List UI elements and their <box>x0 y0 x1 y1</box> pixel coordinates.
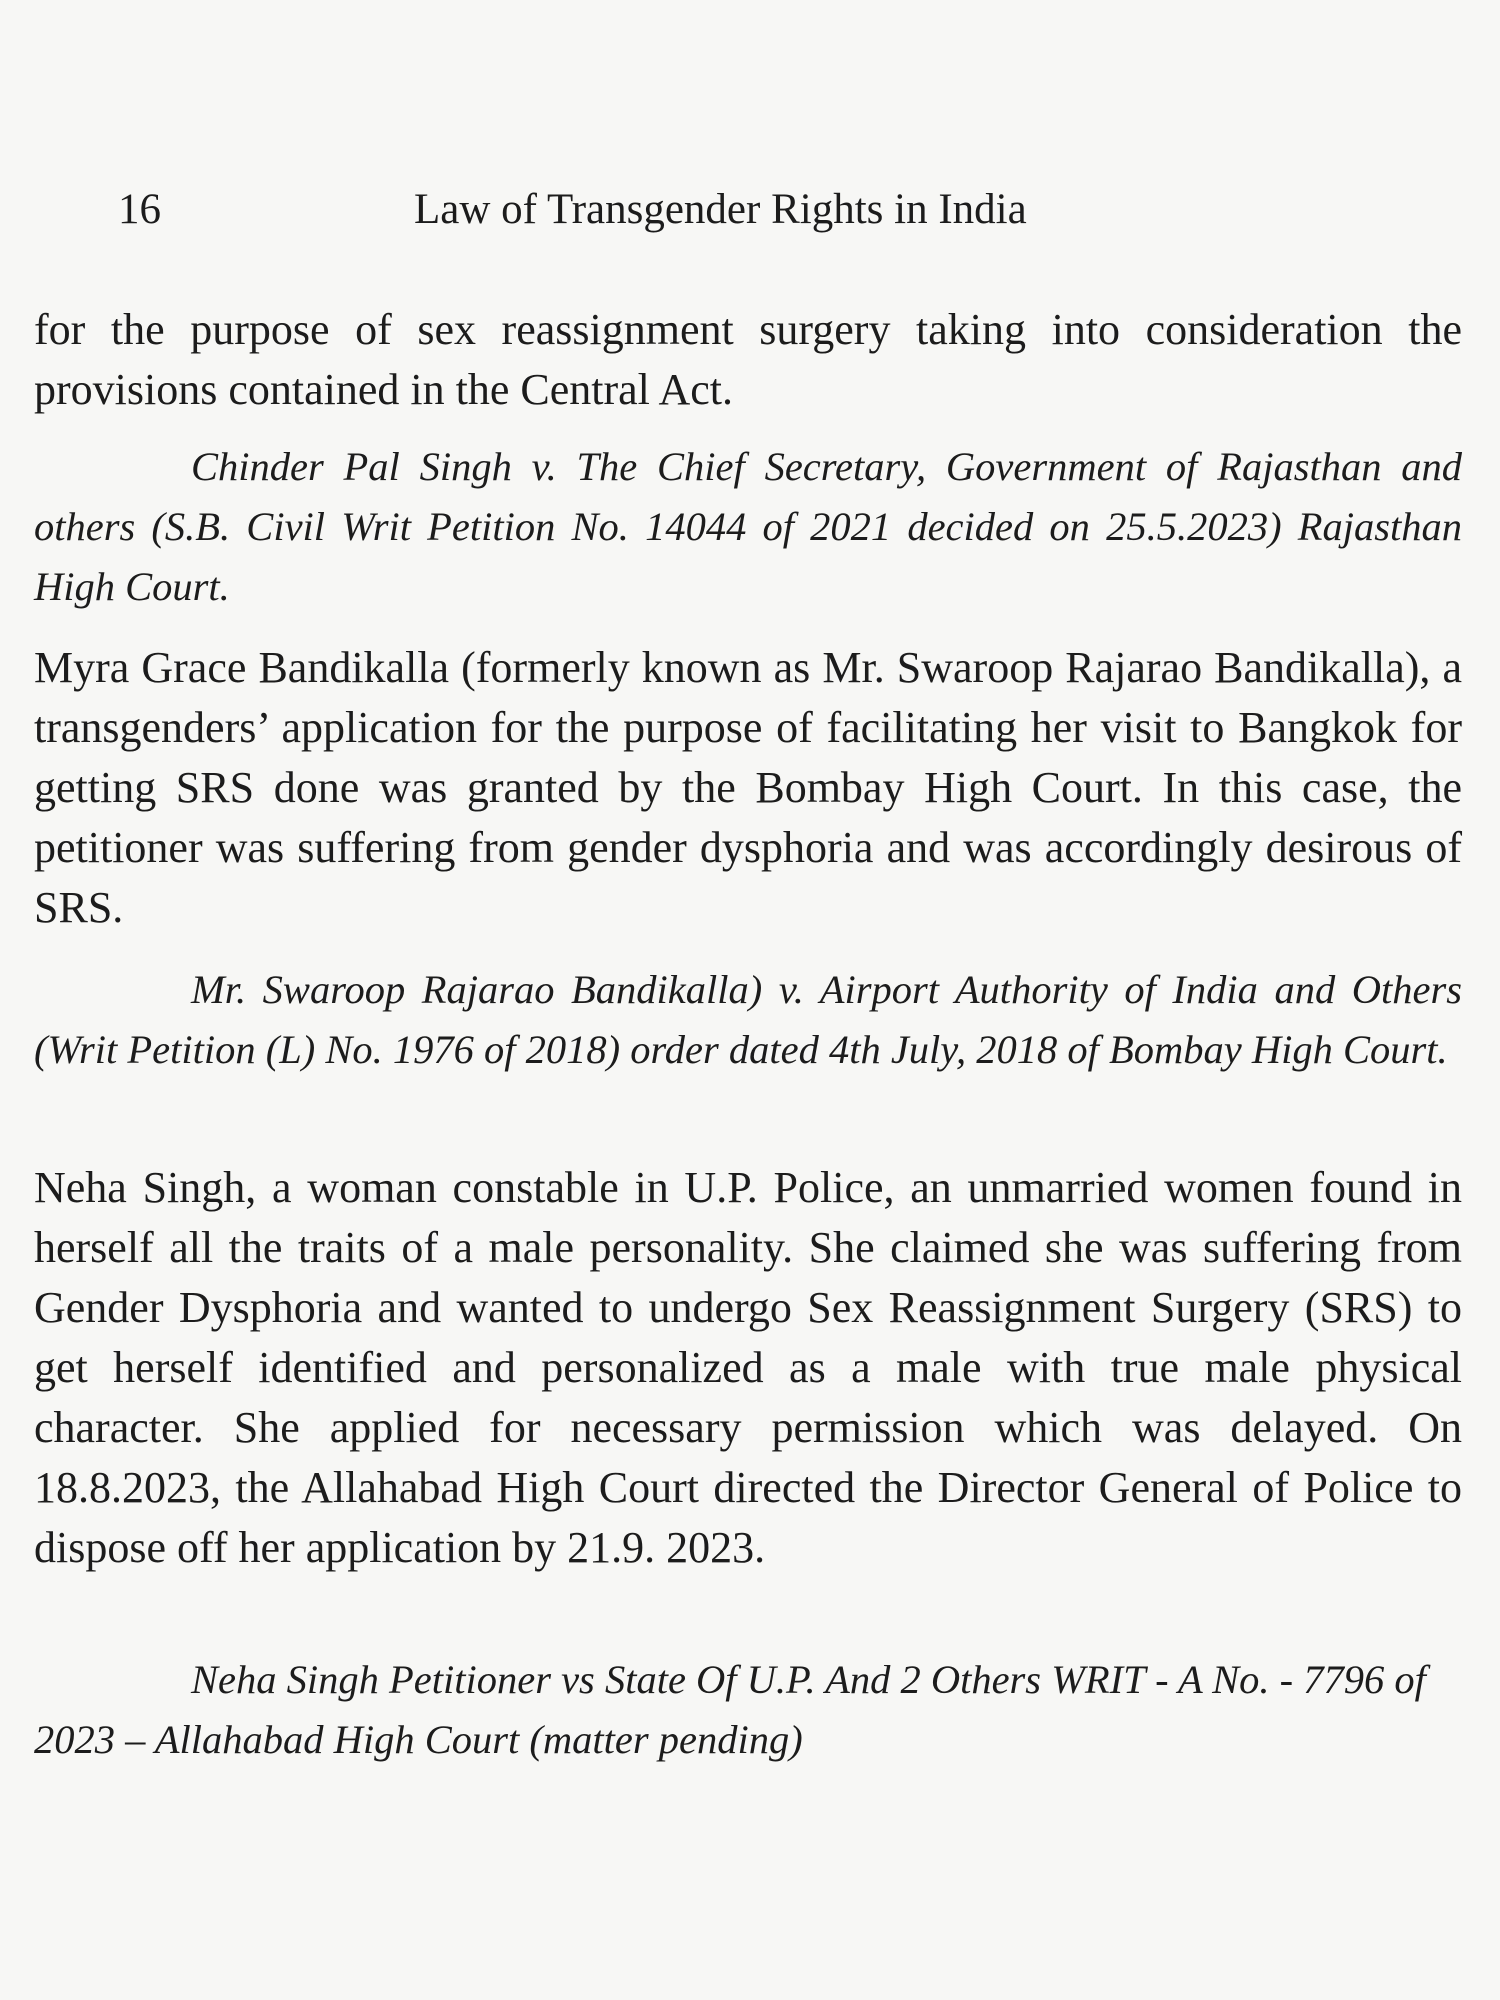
case-citation-rajasthan: Chinder Pal Singh v. The Chief Secretary, Government of Rajasthan and others (S.B. Civil Writ Petition No. 14044 of 2021 decided on 25.5.2023) Rajasthan High Court. <box>34 444 1462 609</box>
paragraph-continuation: for the purpose of sex reassignment surgery taking into consideration the provisions contained in the Central Act. <box>34 305 1462 414</box>
page-number: 16 <box>118 186 161 233</box>
running-title: Law of Transgender Rights in India <box>414 186 1027 233</box>
paragraph-myra-grace: Myra Grace Bandikalla (formerly known as Mr. Swaroop Rajarao Bandikalla), a transgenders’ application for the purpose of facilitating her visit to Bangkok for getting SRS done was granted by the Bombay High Court. In this case, the petitioner was suffering from gender dysphoria and was accordingly desirous of SRS. <box>34 643 1462 932</box>
case-citation-allahabad: Neha Singh Petitioner vs State Of U.P. And 2 Others WRIT - A No. - 7796 of 2023 – Allahabad High Court (matter pending) <box>34 1657 1426 1762</box>
case-citation-bombay: Mr. Swaroop Rajarao Bandikalla) v. Airport Authority of India and Others (Writ Petition (L) No. 1976 of 2018) order dated 4th July, 2018 of Bombay High Court. <box>34 967 1462 1072</box>
paragraph-neha-singh: Neha Singh, a woman constable in U.P. Police, an unmarried women found in herself all the traits of a male personality. She claimed she was suffering from Gender Dysphoria and wanted to undergo Sex Reassignment Surgery (SRS) to get herself identified and personalized as a male with true male physical character. She applied for necessary permission which was delayed. On 18.8.2023, the Allahabad High Court directed the Director General of Police to dispose off her application by 21.9. 2023. <box>34 1163 1462 1572</box>
